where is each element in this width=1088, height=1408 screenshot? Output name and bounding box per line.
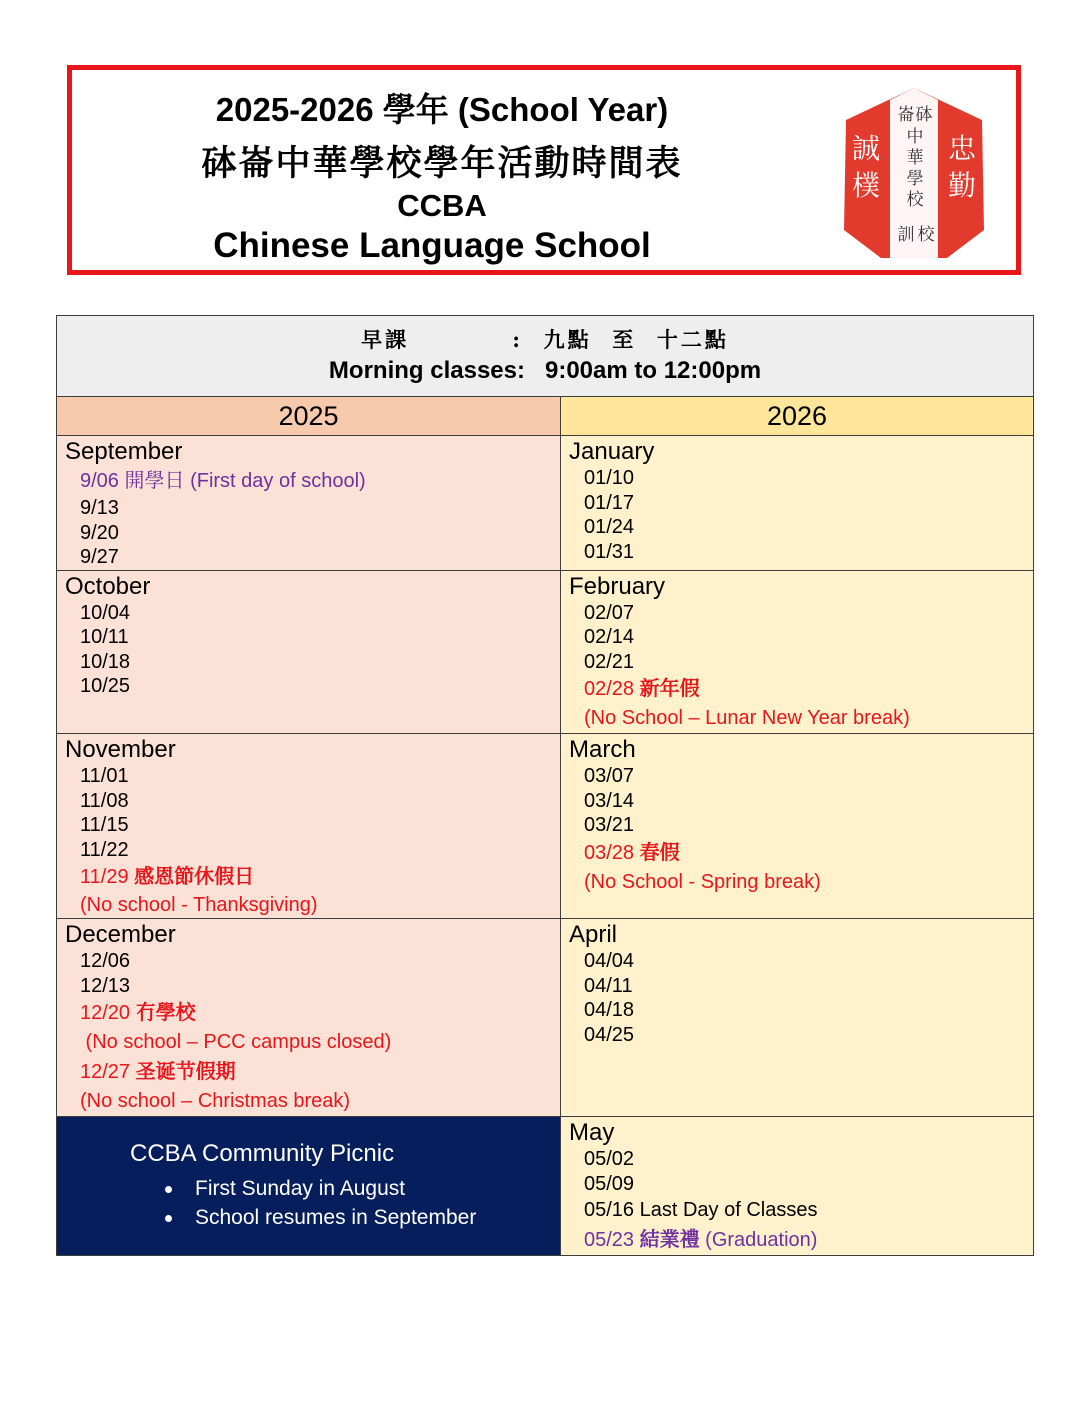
date-item: 03/14 [584, 789, 635, 812]
seal-left-1: 誠 [851, 132, 881, 165]
seal-right-2: 勤 [947, 169, 977, 202]
year-2026-header: 2026 [561, 397, 1034, 436]
month-cell-january [561, 436, 1034, 571]
month-name: January [569, 438, 655, 465]
seal-center-6: 校 [906, 190, 924, 210]
month-row [57, 734, 1034, 919]
date-item: 11/15 [80, 814, 129, 836]
date-item: 9/06 開學日 (First day of school) [80, 468, 366, 492]
ccba-title: CCBA [397, 188, 487, 223]
holiday-note: (No school - Thanksgiving) [80, 894, 318, 916]
seal-left-2: 樸 [851, 169, 881, 202]
month-cell-may [561, 1117, 1034, 1256]
holiday-item: 03/28 春假 [584, 839, 680, 864]
month-row [57, 570, 1034, 734]
schedule-table [56, 315, 1034, 1256]
date-item: 03/07 [584, 765, 635, 787]
year-2025-header: 2025 [57, 397, 561, 436]
seal-right-1: 忠 [947, 132, 977, 165]
month-cell-march [561, 734, 1034, 919]
month-name: May [569, 1119, 615, 1146]
seal-center-2: 砵 [915, 105, 933, 125]
holiday-note: (No school – Christmas break) [80, 1090, 351, 1112]
month-row [57, 436, 1034, 571]
month-name: December [65, 921, 176, 948]
year-header-row [57, 397, 1034, 436]
date-item: 11/08 [80, 789, 129, 812]
date-item: 04/04 [584, 950, 635, 972]
date-item: 05/09 [584, 1172, 635, 1195]
date-item: 04/11 [584, 974, 633, 997]
class-time-chinese: 早課 : 九點 至 十二點 [361, 327, 729, 352]
date-item: 10/25 [80, 675, 131, 697]
date-item: 12/06 [80, 950, 131, 972]
seal-center-5: 學 [906, 169, 924, 189]
school-year-title: 2025-2026 學年 (School Year) [215, 91, 669, 128]
seal-center-4: 華 [906, 148, 924, 168]
date-item: 10/04 [80, 601, 131, 624]
date-item: 05/02 [584, 1148, 635, 1170]
class-time-english: Morning classes: 9:00am to 12:00pm [328, 357, 762, 384]
month-cell-october [57, 570, 561, 734]
date-item: 01/10 [584, 467, 635, 489]
date-item: 04/25 [584, 1023, 635, 1046]
seal-center-8: 校 [917, 225, 935, 245]
holiday-note: (No School - Spring break) [584, 870, 821, 893]
chinese-title: 砵崙中華學校學年活動時間表 [201, 143, 683, 184]
month-name: October [65, 572, 151, 600]
date-item: 04/18 [584, 999, 635, 1021]
date-item: 9/27 [80, 546, 119, 568]
date-item: 10/11 [80, 626, 129, 648]
date-item: 10/18 [80, 650, 131, 673]
date-item: 05/16 Last Day of Classes [584, 1199, 818, 1221]
school-name: Chinese Language School [213, 226, 651, 265]
date-item: 9/20 [80, 521, 119, 544]
holiday-item: 12/27 圣诞节假期 [80, 1059, 236, 1083]
school-motto-seal [832, 80, 996, 264]
month-cell-september [57, 436, 561, 571]
month-row [57, 919, 1034, 1117]
title-box [67, 65, 1021, 275]
seal-center-7: 訓 [897, 225, 915, 245]
date-item: 01/24 [584, 516, 635, 538]
seal-center-1: 崙 [897, 105, 915, 125]
picnic-title: CCBA Community Picnic [130, 1140, 395, 1167]
date-item: 01/31 [584, 540, 635, 563]
month-name: February [569, 572, 666, 600]
date-item: 12/13 [80, 974, 131, 997]
month-name: March [569, 736, 636, 763]
list-item: First Sunday in August [195, 1174, 560, 1203]
month-cell-february [561, 570, 1034, 734]
picnic-panel [57, 1117, 561, 1256]
month-name: April [569, 921, 618, 948]
holiday-note: (No school – PCC campus closed) [80, 1031, 392, 1053]
picnic-list [57, 1174, 560, 1232]
seal-center-3: 中 [906, 127, 924, 147]
holiday-note: (No School – Lunar New Year break) [584, 707, 910, 729]
graduation-item: 05/23 結業禮 (Graduation) [584, 1227, 818, 1251]
list-item: School resumes in September [195, 1203, 560, 1232]
date-item: 01/17 [584, 491, 635, 514]
month-cell-december [57, 919, 561, 1117]
date-item: 02/07 [584, 601, 635, 624]
holiday-item: 12/20 冇學校 [80, 1000, 196, 1024]
holiday-item: 02/28 新年假 [584, 676, 700, 700]
date-item: 9/13 [80, 497, 119, 519]
date-item: 02/21 [584, 650, 635, 673]
date-item: 11/01 [80, 765, 129, 787]
class-time-banner [57, 316, 1034, 397]
month-cell-april [561, 919, 1034, 1117]
month-name: November [65, 736, 176, 763]
month-cell-november [57, 734, 561, 919]
month-name: September [65, 438, 183, 465]
date-item: 03/21 [584, 814, 635, 836]
holiday-item: 11/29 感恩節休假日 [80, 864, 255, 888]
month-row [57, 1117, 1034, 1256]
date-item: 11/22 [80, 838, 129, 861]
date-item: 02/14 [584, 626, 635, 648]
